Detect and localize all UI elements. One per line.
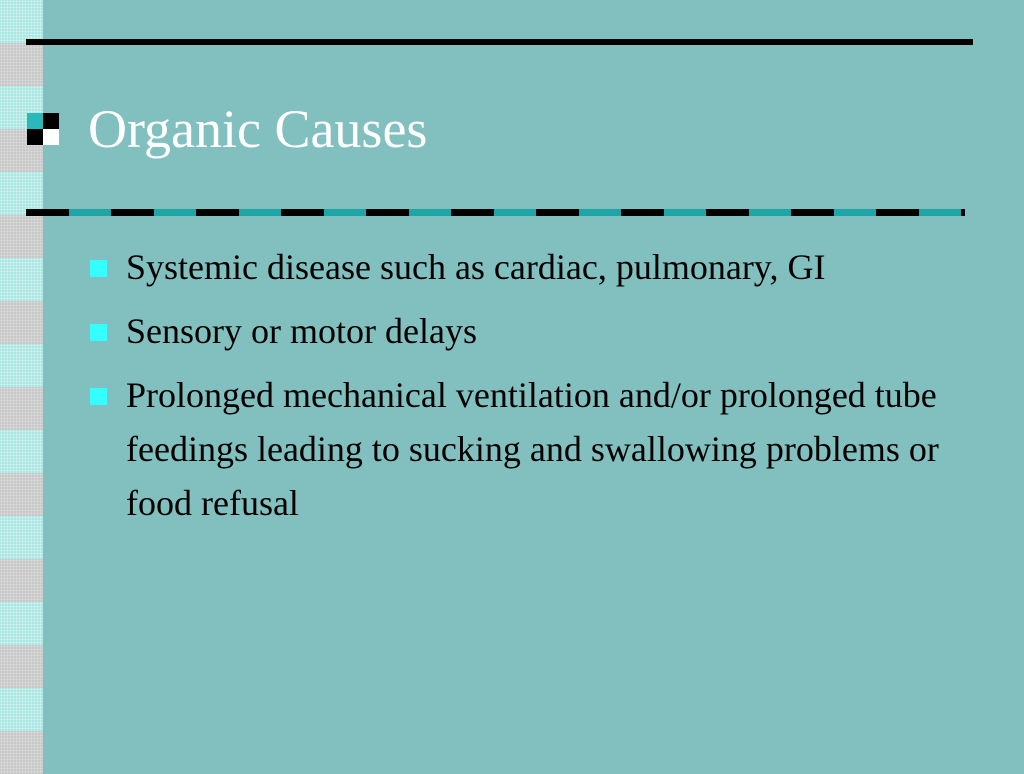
strip-block <box>0 559 43 602</box>
strip-block <box>0 344 43 387</box>
list-item <box>90 240 940 294</box>
strip-block <box>0 645 43 688</box>
strip-block <box>0 688 43 731</box>
strip-block <box>0 430 43 473</box>
slide-title: Organic Causes <box>88 99 428 159</box>
list-item <box>90 368 940 530</box>
strip-block <box>0 516 43 559</box>
dashed-divider-line <box>26 209 965 216</box>
strip-block <box>0 602 43 645</box>
top-divider-line <box>26 39 973 45</box>
list-item-text: Sensory or motor delays <box>126 311 477 351</box>
bullet-list <box>90 240 940 540</box>
strip-block <box>0 387 43 430</box>
strip-block <box>0 301 43 344</box>
title-bullet-icon <box>27 113 59 145</box>
strip-block <box>0 258 43 301</box>
strip-block <box>0 0 43 43</box>
list-item <box>90 304 940 358</box>
list-item-text: Systemic disease such as cardiac, pulmonary, GI <box>126 247 826 287</box>
strip-block <box>0 215 43 258</box>
square-bullet-icon <box>90 324 107 341</box>
square-bullet-icon <box>90 260 107 277</box>
strip-block <box>0 473 43 516</box>
square-bullet-icon <box>90 388 107 405</box>
strip-block <box>0 43 43 86</box>
list-item-text: Prolonged mechanical ventilation and/or prolonged tube feedings leading to sucking and swallowing problems or food refusal <box>126 375 939 523</box>
